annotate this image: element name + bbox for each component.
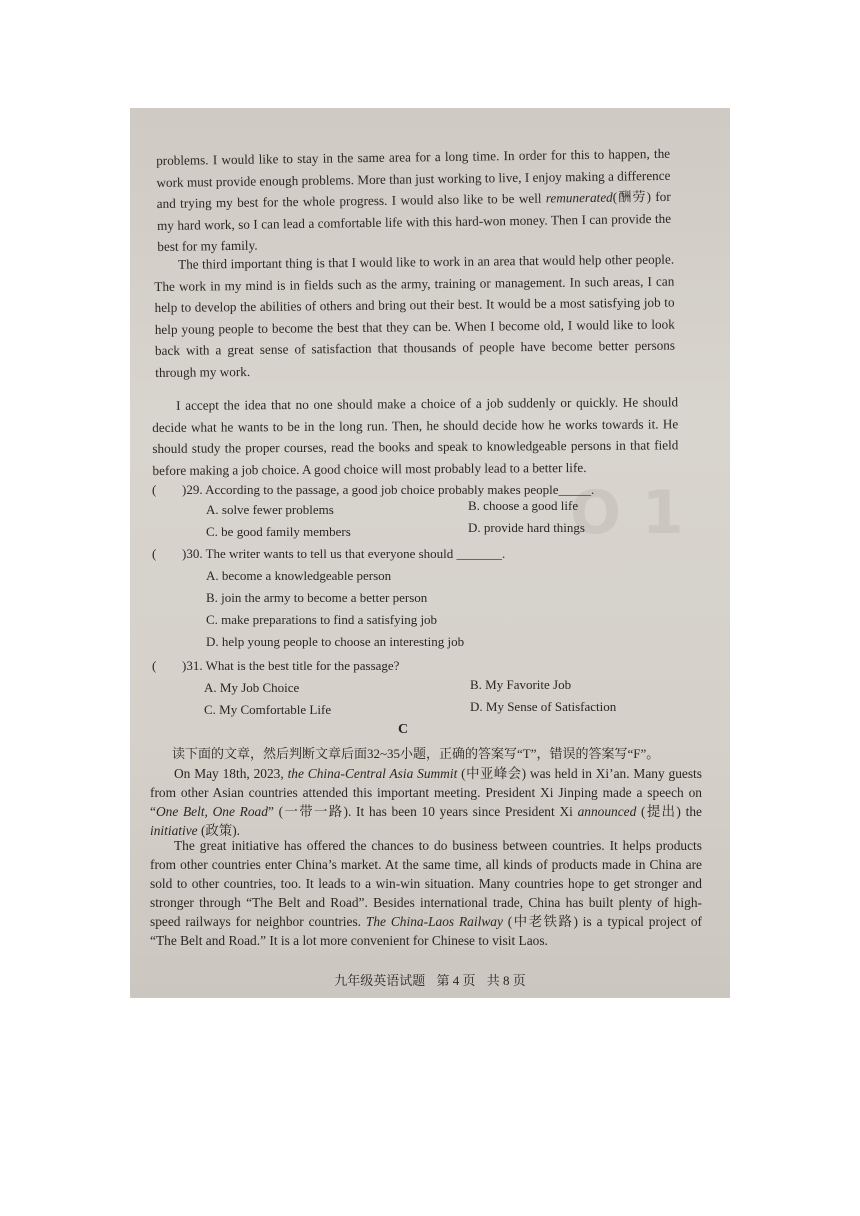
option-29-a: A. solve fewer problems	[206, 502, 334, 517]
passage-c-paragraph-2	[150, 836, 702, 950]
footer-exam-title: 九年级英语试题	[334, 973, 426, 988]
section-c-heading: C	[398, 722, 409, 737]
answer-bracket[interactable]: (	[152, 658, 157, 673]
paragraph-text: (中老铁路) is a typical project of “The Belt and Road.” It is a lot more convenient for Chinese to visit Laos.	[150, 914, 702, 948]
option-29-c: C. be good family members	[206, 524, 351, 539]
footer-page-number: 第 4 页	[436, 973, 476, 988]
option-31-a: A. My Job Choice	[204, 680, 300, 695]
page-footer	[130, 970, 730, 989]
question-30	[152, 544, 672, 564]
option-30-c: C. make preparations to find a satisfying job	[206, 612, 438, 627]
italic-term: initiative	[150, 823, 198, 838]
paragraph-text: (政策).	[197, 823, 241, 838]
paragraph-text: problems. I would like to stay in the same area for a long time. In order for this to happen, the work must provide enough problems. More than just working to live, I enjoy making a difference and trying my best for the whole progress. I would also like to be well	[156, 145, 671, 211]
italic-term: announced	[577, 804, 637, 819]
question-stem: )31. What is the best title for the passage?	[182, 658, 400, 673]
passage-b-paragraph-2	[154, 249, 675, 383]
paragraph-text: The great initiative has offered the chances to do business between countries. It helps products from other countries enter China’s market. At the same time, all kinds of products made in China are sold to other countries, too. It leads to a win-win situation. Many countries hope to get stronger and stronger through “The Belt and Road”. Besides international trade, China has built plenty of high-speed railways for neighbor countries.	[150, 838, 702, 929]
question-stem: )29. According to the passage, a good job choice probably makes people_____.	[182, 482, 595, 497]
option-30-b: B. join the army to become a better person	[206, 590, 428, 605]
italic-term: The China-Laos Railway	[365, 914, 503, 929]
question-stem: )30. The writer wants to tell us that everyone should _______.	[182, 546, 506, 561]
option-31-c: C. My Comfortable Life	[204, 702, 332, 717]
option-29-b: B. choose a good life	[468, 498, 579, 513]
italic-term: remunerated	[545, 189, 613, 206]
question-31	[152, 656, 672, 676]
answer-bracket[interactable]: (	[152, 482, 157, 497]
paragraph-text: The third important thing is that I would like to work in an area that would help other people. The work in my mind is in fields such as the army, training or management. In such areas, I can help to develop the abilities of others and bring out their best. It would be a most satisfying job to help young people to become the best that they can be. When I become old, I would like to look back with a great sense of satisfaction that thousands of people have become better persons through my work.	[154, 251, 676, 380]
paragraph-text: On May 18th, 2023,	[174, 766, 288, 781]
passage-b-paragraph-3	[152, 391, 679, 481]
section-c-instruction: 读下面的文章，然后判断文章后面32~35小题，正确的答案写“T”，错误的答案写“F”。	[172, 746, 660, 761]
bleed-through-marks: O 1	[570, 478, 684, 548]
option-30-d: D. help young people to choose an interesting job	[206, 634, 465, 649]
option-31-d: D. My Sense of Satisfaction	[470, 699, 617, 714]
option-29-d: D. provide hard things	[468, 520, 585, 535]
answer-bracket[interactable]: (	[152, 546, 157, 561]
paragraph-text: ” (一带一路). It has been 10 years since President Xi	[267, 804, 578, 819]
footer-total-pages: 共 8 页	[486, 973, 526, 988]
paragraph-text: (提出) the	[636, 804, 702, 819]
option-30-a: A. become a knowledgeable person	[206, 568, 392, 583]
option-31-b: B. My Favorite Job	[470, 677, 572, 692]
italic-term: One Belt, One Road	[155, 804, 268, 819]
question-29	[152, 480, 672, 500]
paragraph-text: (中亚峰会) was held in Xi’an. Many guests from other Asian countries attended this important meeting. President Xi Jinping made a speech on “	[150, 766, 702, 819]
passage-c-paragraph-1	[150, 764, 702, 840]
passage-b-paragraph-1	[156, 143, 671, 258]
paragraph-text: I accept the idea that no one should make a choice of a job suddenly or quickly. He should decide what he wants to be in the long run. Then, he should decide how he works towards it. He should study the proper courses, read the books and speak to knowledgeable persons in that field before making a job choice. A good choice will most probably lead to a better life.	[152, 394, 679, 478]
italic-term: the China-Central Asia Summit	[287, 766, 458, 781]
paragraph-text: (酬劳) for my hard work, so I can lead a comfortable life with this hard-won money. Then I can provide the best for my family.	[156, 188, 672, 254]
exam-page-photo	[130, 108, 730, 998]
